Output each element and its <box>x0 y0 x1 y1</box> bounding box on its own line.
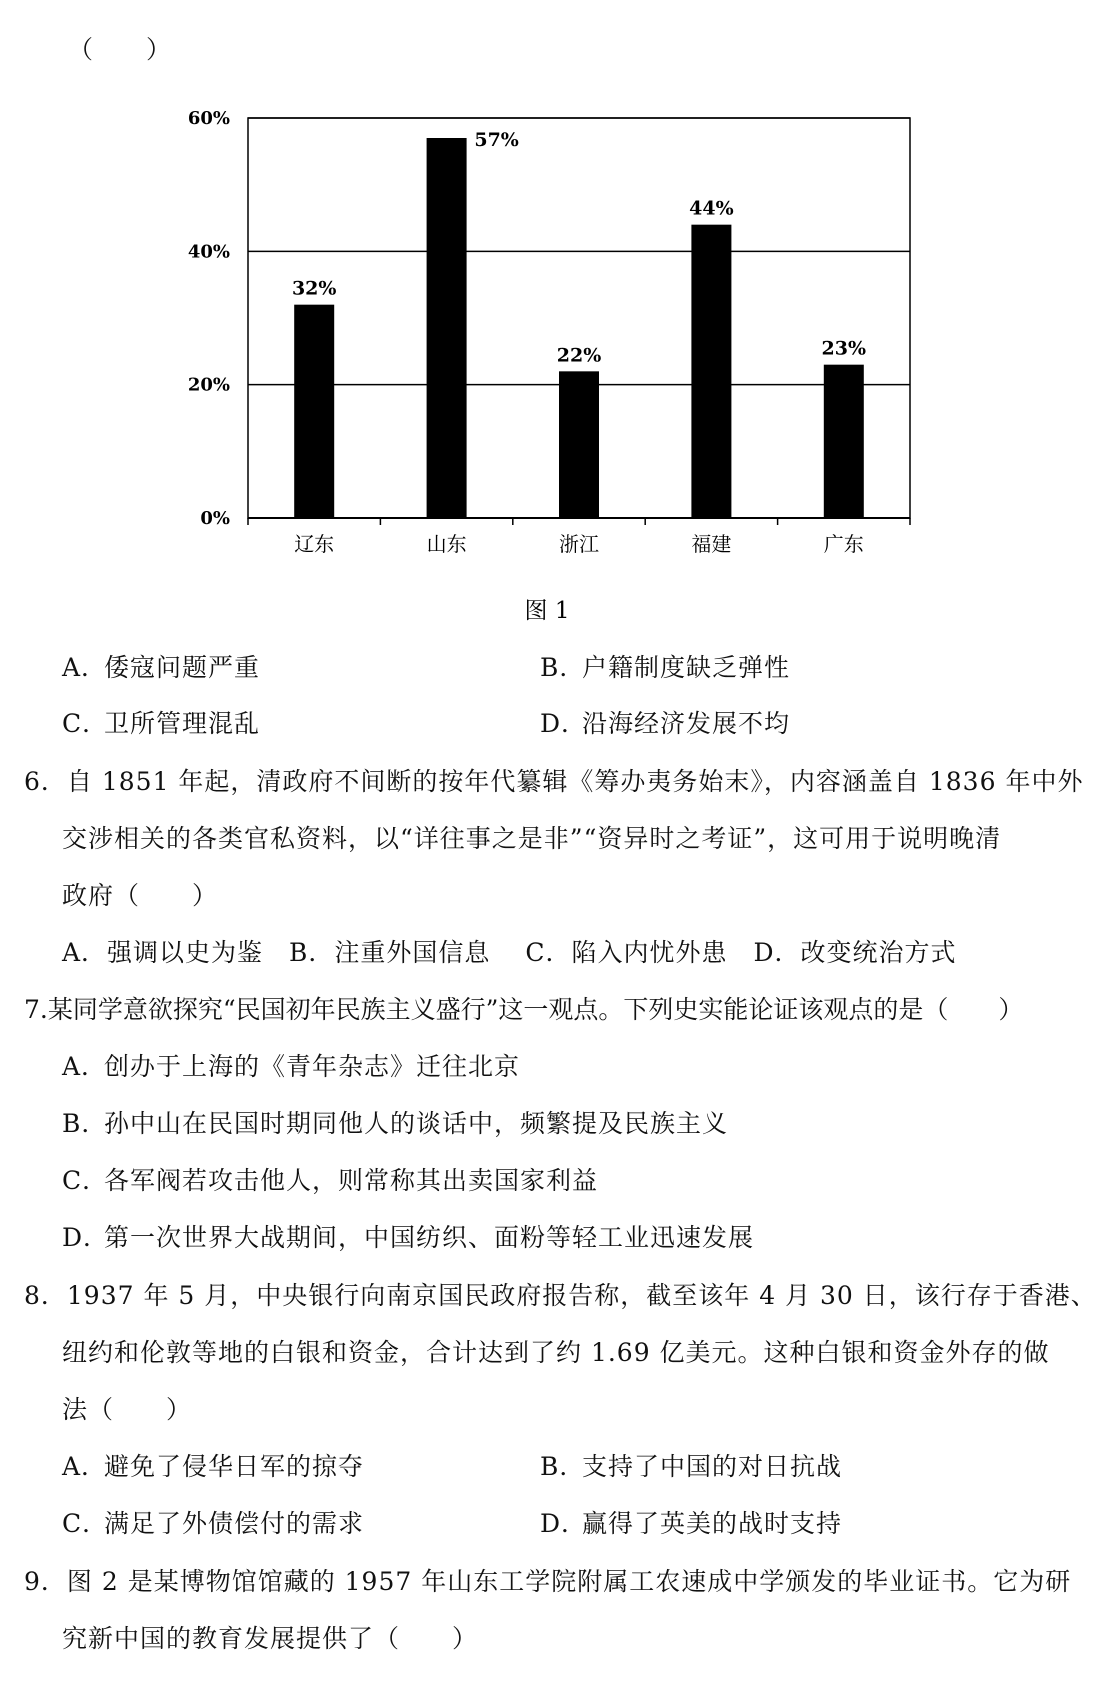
option-text: 第一次世界大战期间，中国纺织、面粉等轻工业迅速发展 <box>104 1223 755 1252</box>
option-label: A． <box>62 1452 108 1481</box>
bar-福建 <box>691 225 731 518</box>
bar-chart <box>0 0 1080 624</box>
q5-option-b <box>540 652 790 684</box>
option-label: B． <box>62 1109 108 1138</box>
q6-options: A．强调以史为鉴 B．注重外国信息 C．陷入内忧外患 D．改变统治方式 <box>62 938 957 967</box>
q7-option-a <box>62 1051 520 1083</box>
figure-caption: 图 1 <box>524 598 570 624</box>
y-tick-label: 60% <box>187 108 230 129</box>
bar-浙江 <box>559 371 599 518</box>
option-text: 赢得了英美的战时支持 <box>582 1509 843 1538</box>
chart-y-tick-labels <box>188 108 230 529</box>
category-label: 辽东 <box>294 532 335 556</box>
q7-stem: 7.某同学意欲探究“民国初年民族主义盛行”这一观点。下列史实能论证该观点的是（ ） <box>24 995 1024 1024</box>
q8-stem-line1: 8．1937 年 5 月，中央银行向南京国民政府报告称，截至该年 4 月 30 日，该行存于香港、 <box>24 1281 1097 1310</box>
option-text: 满足了外债偿付的需求 <box>104 1509 365 1538</box>
option-label: D． <box>62 1223 110 1252</box>
data-label: 22% <box>556 344 602 367</box>
y-tick-label: 40% <box>187 241 230 263</box>
q8-option-b <box>540 1451 842 1483</box>
option-text: 支持了中国的对日抗战 <box>582 1452 843 1481</box>
option-label: A． <box>62 1052 108 1081</box>
bar-辽东 <box>294 305 334 518</box>
option-text: 户籍制度缺乏弹性 <box>582 653 791 682</box>
option-text: 各军阀若攻击他人，则常称其出卖国家利益 <box>104 1166 599 1195</box>
q5-option-a <box>62 652 260 684</box>
option-text: 倭寇问题严重 <box>104 653 261 682</box>
data-label: 44% <box>689 197 734 220</box>
question-number: 9． <box>24 1567 67 1596</box>
option-label: D． <box>540 1509 588 1538</box>
q6-stem-line1: 6．自 1851 年起，清政府不间断的按年代纂辑《筹办夷务始末》，内容涵盖自 1836 年中外 <box>24 767 1084 796</box>
category-label: 广东 <box>823 532 864 556</box>
chart-bars <box>291 138 864 518</box>
y-tick-label: 0% <box>200 508 230 529</box>
bar-山东 <box>427 138 467 518</box>
q8-stem-line3: 法（ ） <box>62 1395 193 1424</box>
question-number: 8． <box>24 1281 67 1310</box>
q7-option-c <box>62 1165 598 1197</box>
y-tick-label: 20% <box>187 374 230 396</box>
chart-category-labels <box>294 532 864 556</box>
top-answer-blank: （ ） <box>68 35 173 64</box>
q8-option-a <box>62 1451 364 1483</box>
option-label: D． <box>540 709 588 738</box>
data-label: 32% <box>291 277 337 300</box>
option-text: 沿海经济发展不均 <box>582 709 791 738</box>
q5-option-d <box>540 708 790 740</box>
option-label: A． <box>62 653 108 682</box>
data-label: 23% <box>821 337 867 360</box>
q6-stem-line3: 政府（ ） <box>62 881 219 910</box>
option-text: 创办于上海的《青年杂志》迁往北京 <box>104 1052 521 1081</box>
q8-option-d <box>540 1508 842 1540</box>
q6-stem-line2: 交涉相关的各类官私资料，以“详往事之是非”“资异时之考证”，这可用于说明晚清 <box>62 824 1002 853</box>
data-label: 57% <box>474 129 519 151</box>
q7-option-d <box>62 1222 754 1254</box>
option-label: B． <box>540 653 586 682</box>
q9-stem-line1: 9．图 2 是某博物馆馆藏的 1957 年山东工学院附属工农速成中学颁发的毕业证书。它为研 <box>24 1567 1072 1596</box>
option-label: B． <box>540 1452 586 1481</box>
bar-广东 <box>824 365 864 518</box>
category-label: 山东 <box>426 532 467 556</box>
q8-stem-line2: 纽约和伦敦等地的白银和资金，合计达到了约 1.69 亿美元。这种白银和资金外存的做 <box>62 1338 1050 1367</box>
question-number: 6． <box>24 767 67 796</box>
category-label: 福建 <box>691 532 732 556</box>
q5-option-c <box>62 708 260 740</box>
category-label: 浙江 <box>559 532 599 556</box>
q8-option-c <box>62 1508 364 1540</box>
q7-option-b <box>62 1108 728 1140</box>
option-label: C． <box>62 1509 109 1538</box>
option-label: C． <box>62 709 109 738</box>
option-text: 孙中山在民国时期同他人的谈话中，频繁提及民族主义 <box>104 1109 729 1138</box>
chart-data-labels <box>292 129 866 366</box>
q9-stem-line2: 究新中国的教育发展提供了（ ） <box>62 1624 479 1653</box>
option-label: C． <box>62 1166 109 1195</box>
question-number: 7. <box>24 995 48 1024</box>
option-text: 避免了侵华日军的掠夺 <box>104 1452 365 1481</box>
option-text: 卫所管理混乱 <box>104 709 261 738</box>
